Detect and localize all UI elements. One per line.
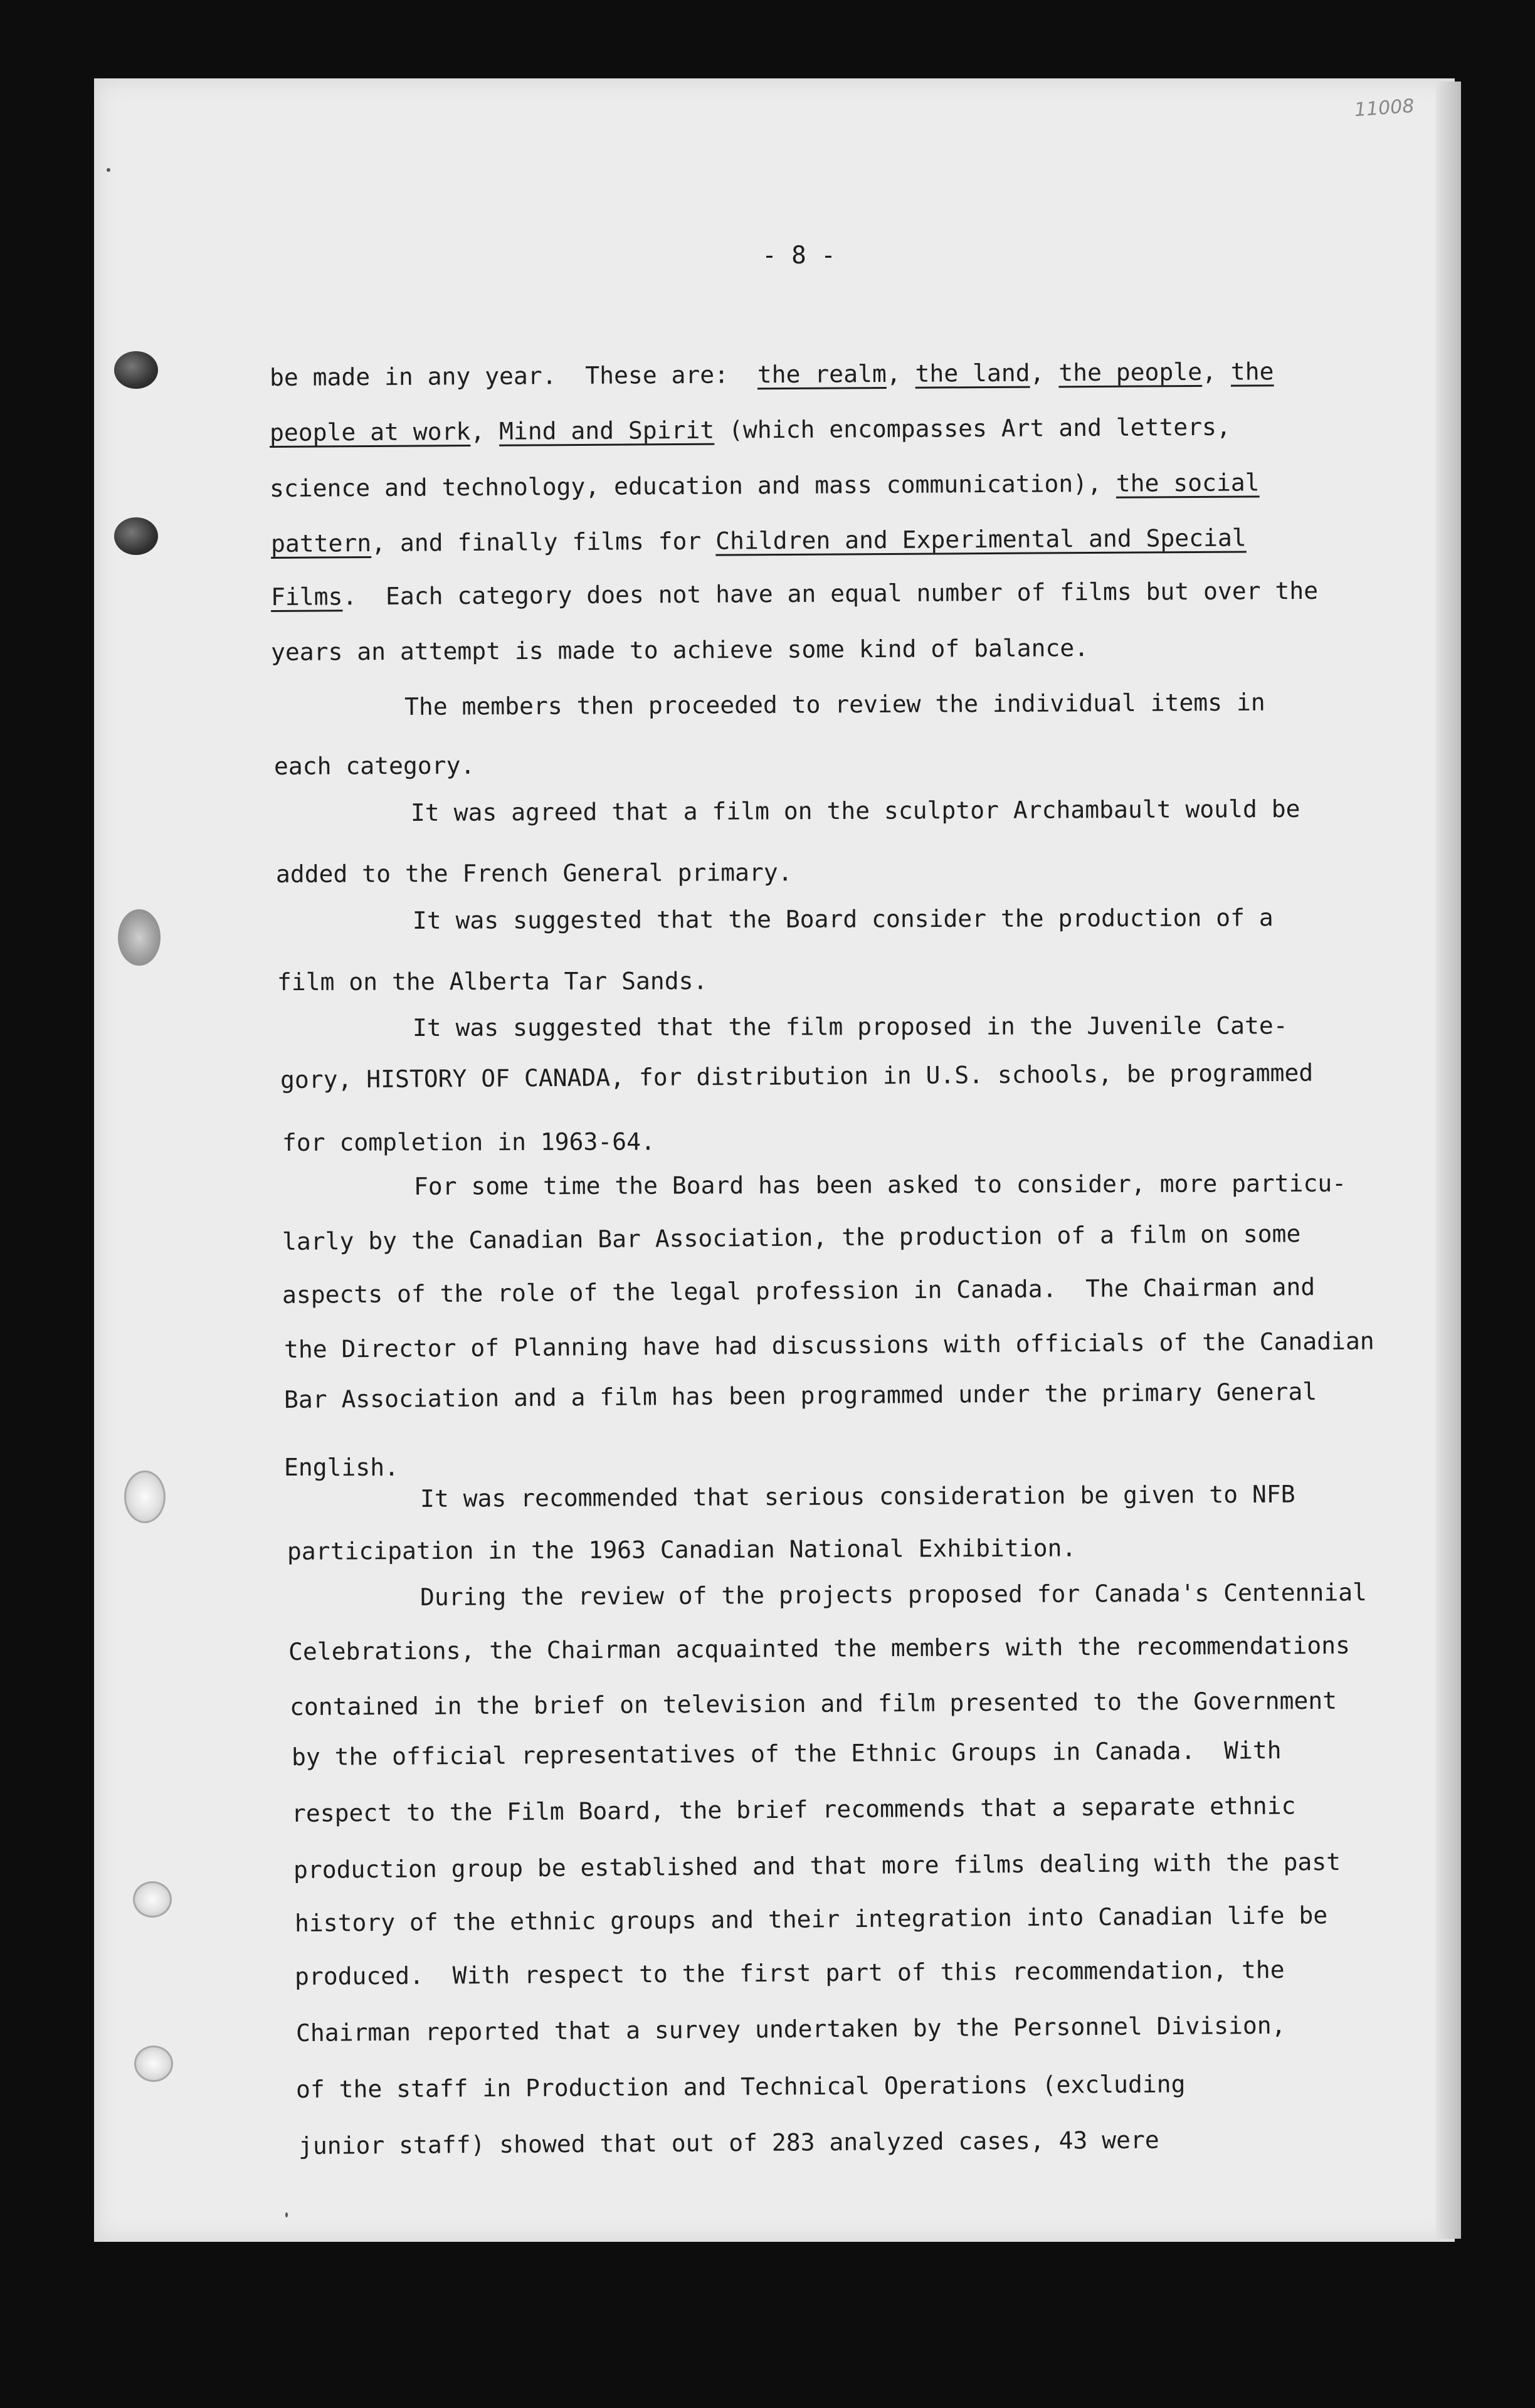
underlined-phrase: Mind and Spirit — [498, 416, 715, 445]
punch-hole-5 — [133, 1881, 172, 1918]
text-segment: for completion in 1963-64. — [282, 1127, 655, 1156]
text-line — [274, 752, 475, 780]
text-segment: It was suggested that the film proposed in the Juvenile Cate- — [412, 1011, 1288, 1042]
text-segment: Chairman reported that a survey undertaken by the Personnel Division, — [295, 2011, 1286, 2047]
punch-hole-1 — [114, 351, 158, 389]
text-segment: gory, HISTORY OF CANADA, for distribution in U.S. schools, be programmed — [280, 1059, 1314, 1094]
text-segment: production group be established and that more films dealing with the past — [293, 1847, 1341, 1884]
text-segment: be made in any year. These are: — [269, 361, 757, 391]
text-line — [413, 1011, 1288, 1042]
text-line — [282, 1127, 655, 1156]
underlined-phrase: Children and Experimental and Special — [715, 524, 1247, 555]
text-line — [420, 1481, 1295, 1513]
text-line — [284, 1454, 399, 1481]
text-segment: each category. — [273, 751, 475, 780]
underlined-phrase: the people — [1058, 357, 1203, 387]
text-segment: (which encompasses Art and letters, — [714, 413, 1231, 444]
text-segment: the Director of Planning have had discussions with officials of the Canadian — [283, 1327, 1374, 1363]
text-segment: Celebrations, the Chairman acquainted the members with the recommendations — [288, 1631, 1351, 1666]
speck-mark — [107, 168, 110, 172]
text-line — [276, 858, 793, 888]
underlined-phrase: the realm — [757, 359, 887, 389]
punch-hole-3 — [118, 909, 161, 966]
text-line — [277, 967, 707, 996]
text-segment: participation in the 1963 Canadian National Exhibition. — [287, 1534, 1077, 1565]
text-line — [414, 1170, 1346, 1200]
underlined-phrase: the land — [915, 359, 1030, 388]
speck-mark — [285, 2212, 288, 2217]
text-line — [287, 1534, 1076, 1565]
text-segment: . Each category does not have an equal number of films but over the — [342, 576, 1319, 611]
text-line — [404, 689, 1265, 721]
text-segment: It was suggested that the Board consider the production of a — [412, 904, 1274, 934]
text-segment: by the official representatives of the Ethnic Groups in Canada. With — [291, 1736, 1282, 1771]
text-segment: produced. With respect to the first part of this recommendation, the — [294, 1955, 1285, 1990]
text-line — [420, 1578, 1367, 1611]
text-line — [270, 413, 1231, 446]
archive-number: 11008 — [1353, 95, 1415, 122]
text-segment: , — [1201, 357, 1231, 386]
text-segment: Bar Association and a film has been programmed under the primary General — [283, 1378, 1317, 1413]
text-segment: respect to the Film Board, the brief recommends that a separate ethnic — [291, 1792, 1296, 1827]
text-segment: , — [886, 359, 915, 388]
text-segment: It was recommended that serious consideration be given to NFB — [419, 1480, 1295, 1513]
text-line — [296, 2070, 1186, 2103]
text-segment: For some time the Board has been asked to consider, more particu- — [413, 1169, 1347, 1200]
underlined-phrase: Films — [270, 583, 343, 611]
paper-edge — [1436, 82, 1461, 2239]
underlined-phrase: pattern — [270, 529, 372, 557]
text-segment: The members then proceeded to review the individual items in — [404, 688, 1265, 721]
text-segment: , — [470, 417, 500, 446]
punch-hole-6 — [134, 2046, 173, 2082]
text-segment: larly by the Canadian Bar Association, the production of a film on some — [282, 1220, 1301, 1255]
text-segment: contained in the brief on television and film presented to the Government — [289, 1686, 1337, 1721]
text-line — [413, 904, 1274, 934]
text-segment: English. — [284, 1454, 399, 1481]
text-segment: junior staff) showed that out of 283 analyzed cases, 43 were — [298, 2126, 1159, 2160]
text-segment: of the staff in Production and Technical Operations (excluding — [295, 2070, 1186, 2103]
text-segment: years an attempt is made to achieve some kind of balance. — [270, 634, 1089, 666]
text-segment: , and finally films for — [371, 527, 716, 557]
text-segment: film on the Alberta Tar Sands. — [277, 967, 708, 996]
text-segment: During the review of the projects proposed for Canada's Centennial — [419, 1578, 1368, 1611]
page-number: - 8 - — [762, 241, 836, 270]
underlined-phrase: people at work — [269, 418, 471, 446]
text-line — [271, 634, 1089, 666]
text-segment: added to the French General primary. — [275, 858, 793, 888]
text-segment: , — [1030, 359, 1059, 387]
punch-hole-2 — [114, 517, 158, 555]
text-segment: aspects of the role of the legal profession in Canada. The Chairman and — [282, 1273, 1316, 1309]
text-segment: history of the ethnic groups and their integration into Canadian life be — [294, 1901, 1328, 1937]
underlined-phrase: the social — [1116, 468, 1260, 497]
text-segment: science and technology, education and mass communication), — [269, 469, 1116, 502]
text-line — [411, 795, 1300, 826]
text-segment: It was agreed that a film on the sculptor Archambault would be — [410, 795, 1300, 826]
underlined-phrase: the — [1230, 357, 1274, 386]
punch-hole-4 — [124, 1471, 166, 1523]
